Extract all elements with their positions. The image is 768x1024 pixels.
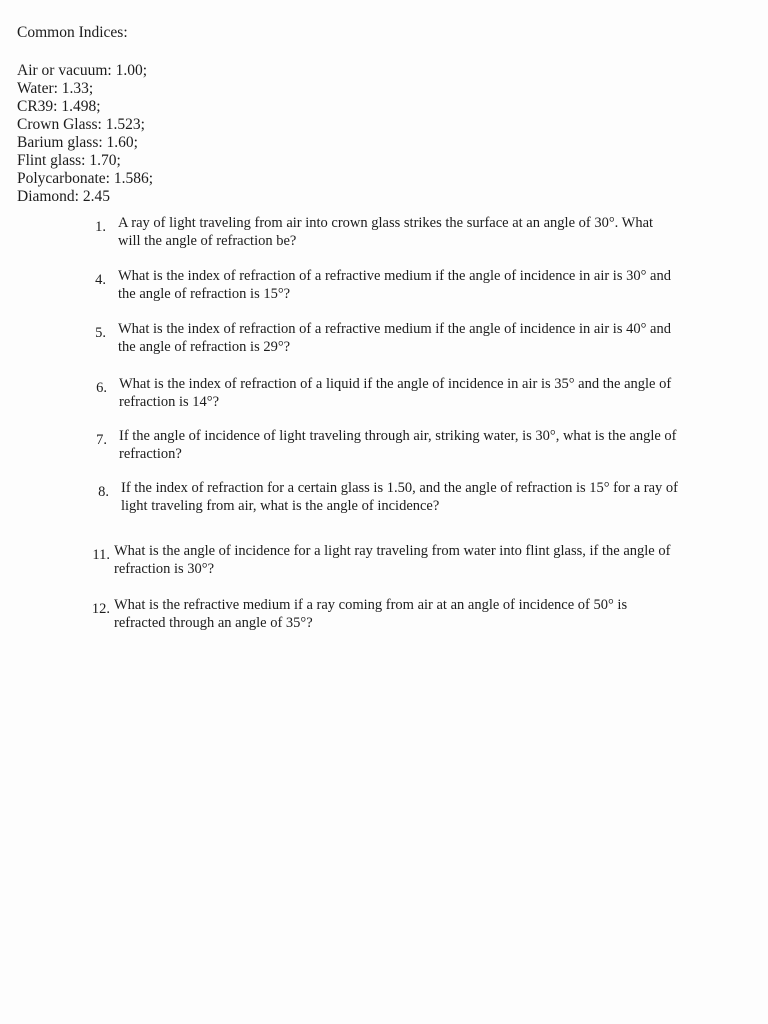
question-number: 11. (92, 547, 110, 563)
question-text (119, 375, 671, 411)
question-number: 4. (95, 272, 106, 288)
question-text (121, 479, 678, 515)
question-text (118, 320, 671, 356)
question-line: What is the angle of incidence for a light ray traveling from water into flint glass, if the angle of (114, 543, 671, 559)
question-line: will the angle of refraction be? (118, 233, 297, 249)
question-line: If the index of refraction for a certain glass is 1.50, and the angle of refraction is 15° for a ray of (121, 480, 678, 496)
index-item-barium-glass: Barium glass: 1.60; (17, 134, 138, 151)
index-item-flint-glass: Flint glass: 1.70; (17, 152, 121, 169)
index-item-water: Water: 1.33; (17, 80, 94, 97)
question-line: What is the index of refraction of a refractive medium if the angle of incidence in air is 40° and (118, 321, 671, 337)
question-text (114, 542, 670, 578)
index-item-polycarbonate: Polycarbonate: 1.586; (17, 170, 154, 187)
index-item-air: Air or vacuum: 1.00; (17, 62, 148, 79)
question-line: What is the refractive medium if a ray coming from air at an angle of incidence of 50° is (114, 597, 628, 613)
question-text (118, 267, 671, 303)
question-line: refraction is 30°? (114, 561, 215, 577)
question-line: What is the index of refraction of a refractive medium if the angle of incidence in air is 30° and (118, 268, 671, 284)
indices-title: Common Indices: (17, 24, 128, 41)
question-line: refraction is 14°? (119, 394, 220, 410)
question-line: the angle of refraction is 29°? (118, 339, 291, 355)
index-item-diamond: Diamond: 2.45 (17, 188, 110, 205)
question-number: 7. (96, 432, 107, 448)
question-line: If the angle of incidence of light traveling through air, striking water, is 30°, what is the angle of (119, 428, 677, 444)
question-number: 8. (98, 484, 109, 500)
question-number: 12. (91, 601, 110, 617)
question-line: A ray of light traveling from air into crown glass strikes the surface at an angle of 30°. What (118, 215, 654, 231)
question-line: refraction? (119, 446, 182, 462)
question-line: What is the index of refraction of a liquid if the angle of incidence in air is 35° and the angle of (119, 376, 672, 392)
question-text (118, 214, 653, 250)
question-number: 1. (95, 219, 106, 235)
question-line: the angle of refraction is 15°? (118, 286, 291, 302)
index-item-crown-glass: Crown Glass: 1.523; (17, 116, 145, 133)
question-text (119, 427, 677, 463)
question-line: light traveling from air, what is the angle of incidence? (121, 498, 440, 514)
question-number: 6. (96, 380, 107, 396)
question-text (114, 596, 627, 632)
indices-list (17, 62, 153, 206)
question-number: 5. (95, 325, 106, 341)
question-line: refracted through an angle of 35°? (114, 615, 313, 631)
index-item-cr39: CR39: 1.498; (17, 98, 101, 115)
